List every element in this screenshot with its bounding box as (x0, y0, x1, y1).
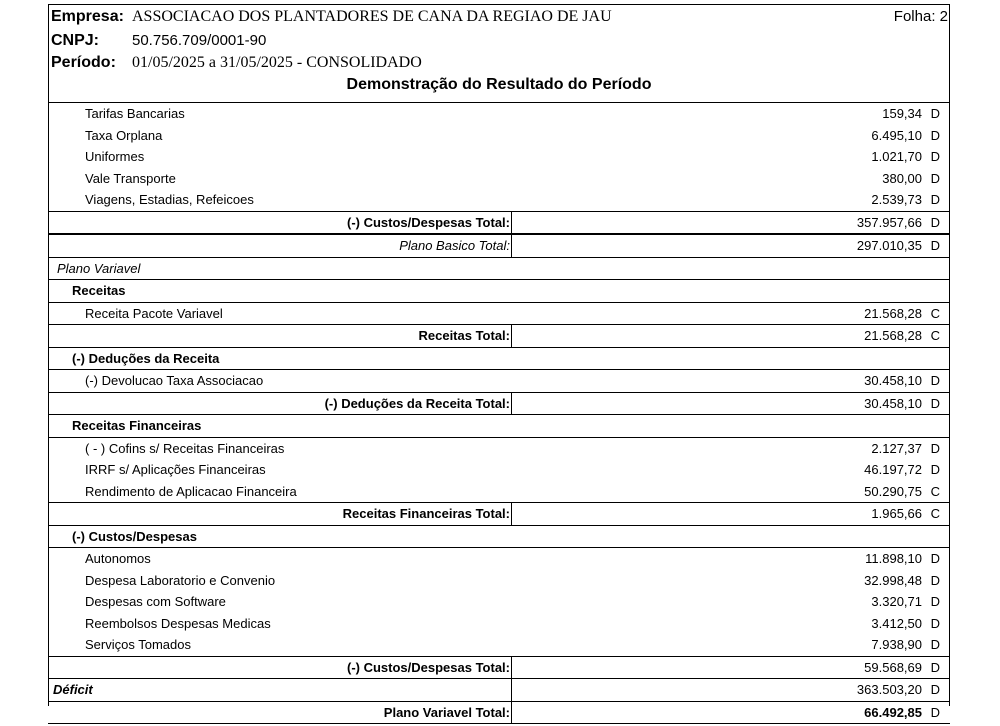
total-label: (-) Custos/Despesas Total: (346, 214, 510, 230)
row-dc: C (930, 328, 940, 343)
deficit-value: 363.503,20 (856, 682, 922, 697)
result-table (48, 102, 950, 726)
table-row (48, 570, 950, 592)
table-row (48, 146, 950, 168)
row-dc: D (930, 149, 940, 164)
row-label: Uniformes (85, 149, 145, 164)
row-value: 2.127,37 (871, 440, 922, 456)
total-row (48, 211, 950, 234)
row-label: Viagens, Estadias, Refeicoes (85, 192, 254, 207)
total-label: Plano Basico Total: (399, 238, 510, 253)
row-value: 1.021,70 (871, 149, 922, 164)
group-label: (-) Deduções da Receita (72, 350, 220, 366)
row-dc: D (930, 373, 940, 388)
row-dc: D (930, 572, 940, 588)
total-value: 66.492,85 (864, 704, 922, 720)
table-row (48, 168, 950, 190)
row-dc: D (930, 462, 940, 477)
deficit-label: Déficit (53, 682, 93, 697)
row-dc: D (930, 551, 940, 566)
total-label: Plano Variavel Total: (383, 704, 510, 720)
row-dc: D (930, 637, 940, 652)
row-label: ( - ) Cofins s/ Receitas Financeiras (85, 440, 285, 456)
row-value: 380,00 (882, 170, 922, 186)
table-row (48, 369, 950, 392)
row-label: Vale Transporte (85, 170, 176, 186)
row-value: 46.197,72 (864, 462, 922, 477)
row-label: (-) Devolucao Taxa Associacao (85, 373, 264, 388)
total-label: (-) Custos/Despesas Total: (346, 659, 510, 675)
row-dc: D (930, 594, 940, 609)
folha-number: Folha: 2 (893, 8, 948, 25)
row-dc: D (930, 214, 940, 230)
row-label: IRRF s/ Aplicações Financeiras (85, 462, 266, 477)
row-value: 32.998,48 (864, 572, 922, 588)
row-value: 11.898,10 (865, 551, 922, 566)
total-value: 21.568,28 (864, 328, 922, 343)
row-value: 159,34 (882, 106, 922, 121)
total-label: Receitas Financeiras Total: (342, 506, 510, 521)
row-label: Autonomos (85, 551, 151, 566)
divider (511, 657, 512, 679)
table-row (48, 634, 950, 656)
cnpj-value: 50.756.709/0001-90 (132, 32, 267, 49)
divider (511, 235, 512, 257)
total-row (48, 392, 950, 415)
row-label: Tarifas Bancarias (85, 106, 185, 121)
total-label: Receitas Total: (418, 328, 510, 343)
row-value: 2.539,73 (871, 192, 922, 207)
periodo-label: Período: (51, 54, 116, 71)
total-value: 357.957,66 (856, 214, 922, 230)
deficit-row (48, 678, 950, 701)
row-dc: D (930, 704, 940, 720)
divider (511, 393, 512, 415)
group-row (48, 279, 950, 302)
row-dc: D (930, 682, 940, 697)
row-label: Despesa Laboratorio e Convenio (85, 572, 276, 588)
table-row (48, 481, 950, 503)
table-row (48, 459, 950, 481)
row-label: Receita Pacote Variavel (85, 305, 223, 321)
table-row (48, 125, 950, 147)
row-dc: D (930, 440, 940, 456)
row-value: 21.568,28 (864, 305, 922, 321)
group-label: Receitas (72, 283, 126, 298)
cnpj-label: CNPJ: (51, 32, 100, 49)
divider (511, 503, 512, 525)
row-value: 3.412,50 (871, 615, 922, 631)
divider (511, 679, 512, 701)
row-dc: D (930, 238, 940, 253)
total-row (48, 233, 950, 257)
row-dc: D (930, 170, 940, 186)
section-label: Plano Variavel (57, 260, 141, 276)
divider (511, 212, 512, 234)
row-dc: D (930, 659, 940, 675)
group-row (48, 525, 950, 548)
table-row (48, 547, 950, 570)
row-label: Taxa Orplana (85, 127, 163, 143)
row-value: 7.938,90 (871, 637, 922, 652)
row-value: 50.290,75 (864, 483, 922, 499)
table-row (48, 437, 950, 460)
row-value: 6.495,10 (871, 127, 922, 143)
table-row (48, 591, 950, 613)
row-dc: D (930, 395, 940, 411)
total-value: 59.568,69 (864, 659, 922, 675)
group-row (48, 347, 950, 370)
row-dc: C (930, 305, 940, 321)
row-label: Despesas com Software (85, 594, 226, 609)
total-row (48, 701, 950, 724)
row-value: 3.320,71 (871, 594, 922, 609)
total-value: 297.010,35 (856, 238, 922, 253)
table-row (48, 613, 950, 635)
total-row (48, 324, 950, 347)
row-dc: C (930, 483, 940, 499)
table-row (48, 189, 950, 211)
row-dc: D (930, 615, 940, 631)
total-value: 30.458,10 (864, 395, 922, 411)
group-row (48, 414, 950, 437)
row-dc: D (930, 106, 940, 121)
empresa-value: ASSOCIACAO DOS PLANTADORES DE CANA DA REGIAO DE JAU (132, 8, 612, 25)
row-label: Serviços Tomados (85, 637, 191, 652)
total-value: 1.965,66 (871, 506, 922, 521)
page-title: Demonstração do Resultado do Período (346, 76, 652, 93)
total-row (48, 656, 950, 679)
group-label: Receitas Financeiras (72, 418, 202, 433)
row-label: Reembolsos Despesas Medicas (85, 615, 271, 631)
total-label: (-) Deduções da Receita Total: (324, 395, 510, 411)
table-row (48, 102, 950, 125)
row-dc: C (930, 506, 940, 521)
row-dc: D (930, 192, 940, 207)
total-row (48, 502, 950, 525)
periodo-value: 01/05/2025 a 31/05/2025 - CONSOLIDADO (132, 54, 422, 71)
table-row (48, 302, 950, 325)
divider (511, 702, 512, 724)
empresa-label: Empresa: (51, 8, 124, 25)
row-label: Rendimento de Aplicacao Financeira (85, 483, 297, 499)
group-label: (-) Custos/Despesas (72, 528, 197, 544)
row-dc: D (930, 127, 940, 143)
section-row (48, 257, 950, 280)
row-value: 30.458,10 (864, 373, 922, 388)
divider (511, 325, 512, 347)
